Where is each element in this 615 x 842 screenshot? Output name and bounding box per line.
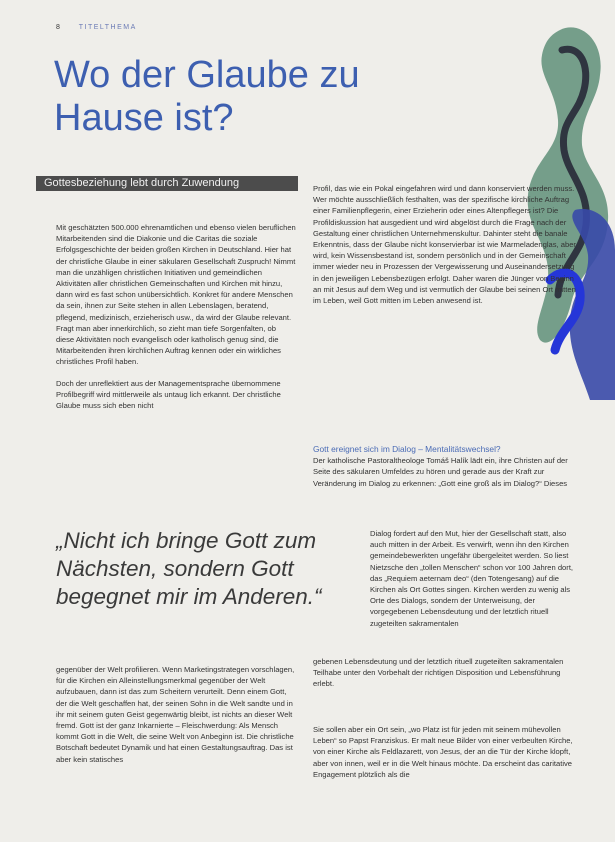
paragraph: Der katholische Pastoraltheologe Tomáš Halík lädt ein, ihre Christen auf der Seite des säkularen Umfeldes zu hören und gerade aus der Kraft zur Veränderung im Dialog zu erkennen: „Gott eine groß als im Dialog?“ Dieses [313,456,568,488]
section-label: TITELTHEMA [78,24,137,31]
running-header [56,24,137,31]
right-column-section-1 [313,183,577,433]
article-title: Wo der Glaube zu Hause ist? [54,54,360,139]
section-heading-bar: Gottesbeziehung lebt durch Zuwendung [36,176,298,191]
left-column-top [56,222,296,512]
right-column-section-4 [313,656,577,716]
pull-quote: „Nicht ich bringe Gott zum Nächsten, sondern Gott begegnet mir im Anderen.“ [56,528,322,609]
right-column-section-5 [313,724,577,814]
page-number: 8 [56,24,62,31]
paragraph: Mit geschätzten 500.000 ehrenamtlichen und ebenso vielen beruflichen Mitarbeitenden sind die Diakonie und die Caritas die soziale Erfolgsgeschichte der beiden großen Kirchen in Deutschland. Hier hat der christliche Glaube in einer säkularen Gesellschaft Zuspruch! Nimmt man die unzähligen christlichen Initiativen und gemeindlichen Aktivitäten aller christlichen Gemeinschaften und Kirchen mit hinzu, dann wird es fast schon unübersichtlich. Konkret für andere Menschen da sein, ihnen zur Seite stehen in allen Lebenslagen, beratend, pflegend, medizinisch, erzieherisch usw., da wird der Glaube relevant. Fragt man aber innerkirchlich, so zieht man tiefe Sorgenfalten, ob diese Aktivitäten noch evangelisch oder katholisch genug sind, die Mitarbeitenden ihren kirchlichen Auftrag kennen oder ein wirkliches christliches Profil haben. [56,223,296,367]
paragraph: Sie sollen aber ein Ort sein, „wo Platz ist für jeden mit seinem mühevollen Leben“ so Papst Franziskus. Er malt neue Bilder von einer verbeulten Kirche, von einer Kirche als Feldlazarett, von Jesus, der an die Tür der Kirche klopft, aber von innen, weil er in die Welt hinaus möchte. Da erscheint das caritative Engagement plötzlich als die [313,725,573,779]
subsection-heading: Gott ereignet sich im Dialog – Mentalitätswechsel? [313,444,501,454]
left-column-bottom [56,664,296,814]
paragraph: gebenen Lebensdeutung und der letztlich rituell zugeteilten sakramentalen Teilhabe unter den Vorbehalt der richtigen Disposition und Lebensführung erlebt. [313,657,564,689]
paragraph: Dialog fordert auf den Mut, hier der Gesellschaft statt, also auch mitten in der Arbeit. Es verwirft, wenn ihn den Kirchen gemeindebewerkten ungefähr übergeleitet werden. So liest Nietzsche den „tollen Menschen“ schon vor 100 Jahren dort, das „Requiem aeternam deo“ (den Totengesang) auf die Kirchen als Ort Gottes singen. Kirchen werden zu wenig als Orte des Dialogs, sondern der Unterweisung, der vorgegebenen Lebensdeutung und der letztlich rituell zugeteilten sakramentalen [370,529,574,628]
paragraph: Profil, das wie ein Pokal eingefahren wird und dann konserviert werden muss. Wer möchte ausschließlich festhalten, was der spezifische kirchliche Auftrag einer Familienpflegerin, einer Erzieherin oder eines Altenpflegers ist? Die Profildiskussion hat ausgedient und wird abgelöst durch die Frage nach der Gestaltung einer christlichen Unternehmenskultur. Dahinter steht die banale Erkenntnis, dass der Glaube nicht konservierbar ist wie Marmeladenglas, aber wird, kein Wissensbestand ist, sondern persönlich und in der Gemeinschaft immer wieder neu in Prozessen der Vergewisserung und Auseinandersetzung in den jeweiligen Lebensbezügen erfolgt. Daher waren die Jünger von Beginn an mit Jesus auf dem Weg und ist vermutlich der Glaube bei seinen Ort mitten im Leben, weil Gott mitten im Leben anwesend ist. [313,184,576,306]
right-column-section-2 [313,444,577,526]
paragraph: Doch der unreflektiert aus der Managementsprache übernommene Profilbegriff wird mittlerweile als untaug lich erkannt. Der christliche Glaube muss sich eben nicht [56,378,281,411]
paragraph: gegenüber der Welt profilieren. Wenn Marketingstrategen vorschlagen, für die Kirchen ein Alleinstellungsmerkmal gegenüber der Welt aufzubauen, dann ist das zum Scheitern verurteilt. Denn einem Gott, der die Welt geschaffen hat, der seinen Sohn in die Welt sandte und in ihr mit seinem guten Geist gegenwärtig bleibt, ist nichts an dieser Welt fremd. Gott ist der ganz Inkarnierte – Fleischwerdung: Als Mensch kommt Gott in die Welt, die seine Welt von Anbeginn ist. Die christliche Botschaft bedeutet Dynamik und hat einen Gestaltungsauftrag. Das ist aber kein statisches [56,665,295,764]
right-column-indented [370,528,580,656]
